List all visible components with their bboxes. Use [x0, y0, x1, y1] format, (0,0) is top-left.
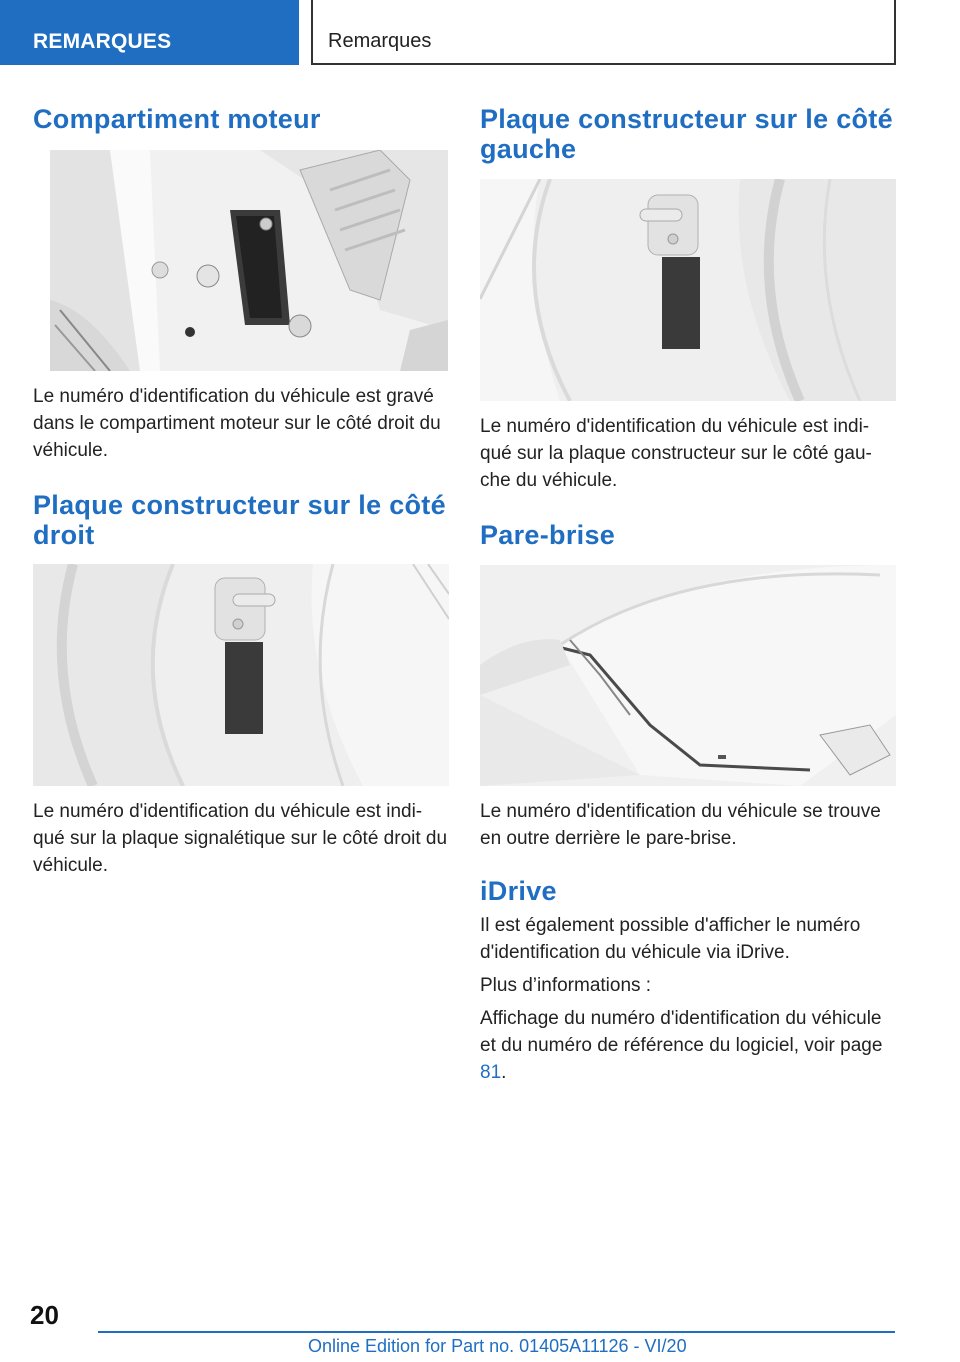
- heading-right-plate: Plaque constructeur sur le côté droit: [33, 490, 446, 550]
- engine-compartment-icon: [50, 150, 448, 371]
- door-pillar-right-icon: [33, 564, 449, 786]
- footer-edition: Online Edition for Part no. 01405A11126 - VI/20: [308, 1336, 687, 1356]
- engine-compartment-figure: [50, 150, 448, 371]
- section-title: Remarques: [311, 0, 896, 65]
- windshield-text: Le numéro d'identification du véhicule se trouve en outre derrière le pare-brise.: [480, 801, 881, 849]
- door-pillar-left-icon: [480, 179, 896, 401]
- idrive-text: Il est également possible d'afficher le numéro d'identification du véhicule via iDrive.: [480, 915, 861, 963]
- left-plate-text: Le numéro d'identification du véhicule est indi-qué sur la plaque constructeur sur le côté gau-che du véhicule.: [480, 416, 872, 491]
- reference-end: .: [501, 1062, 507, 1083]
- windshield-icon: [480, 565, 896, 786]
- idrive-reference-text: Affichage du numéro d'identification du véhicule et du numéro de référence du logiciel, voir page: [480, 1008, 883, 1056]
- heading-left-plate: Plaque constructeur sur le côté gauche: [480, 104, 893, 164]
- idrive-reference: [480, 1005, 896, 1086]
- heading-engine-compartment: Compartiment moteur: [33, 104, 321, 134]
- page-number: 20: [30, 1300, 59, 1330]
- idrive-more-info: Plus d’informations :: [480, 975, 652, 996]
- footer-divider: [98, 1331, 895, 1333]
- heading-idrive: iDrive: [480, 876, 557, 906]
- right-column: [480, 104, 896, 1086]
- left-column: [33, 104, 449, 879]
- section-tab: REMARQUES: [0, 0, 299, 65]
- engine-compartment-text: Le numéro d'identification du véhicule est gravé dans le compartiment moteur sur le côté droit du véhicule.: [33, 386, 441, 461]
- heading-windshield: Pare-brise: [480, 520, 616, 550]
- right-plate-text: Le numéro d'identification du véhicule est indi-qué sur la plaque signalétique sur le côté droit du véhicule.: [33, 801, 448, 876]
- windshield-figure: [480, 565, 896, 786]
- left-plate-figure: [480, 179, 896, 401]
- right-plate-figure: [33, 564, 449, 786]
- page-link[interactable]: 81: [480, 1062, 502, 1083]
